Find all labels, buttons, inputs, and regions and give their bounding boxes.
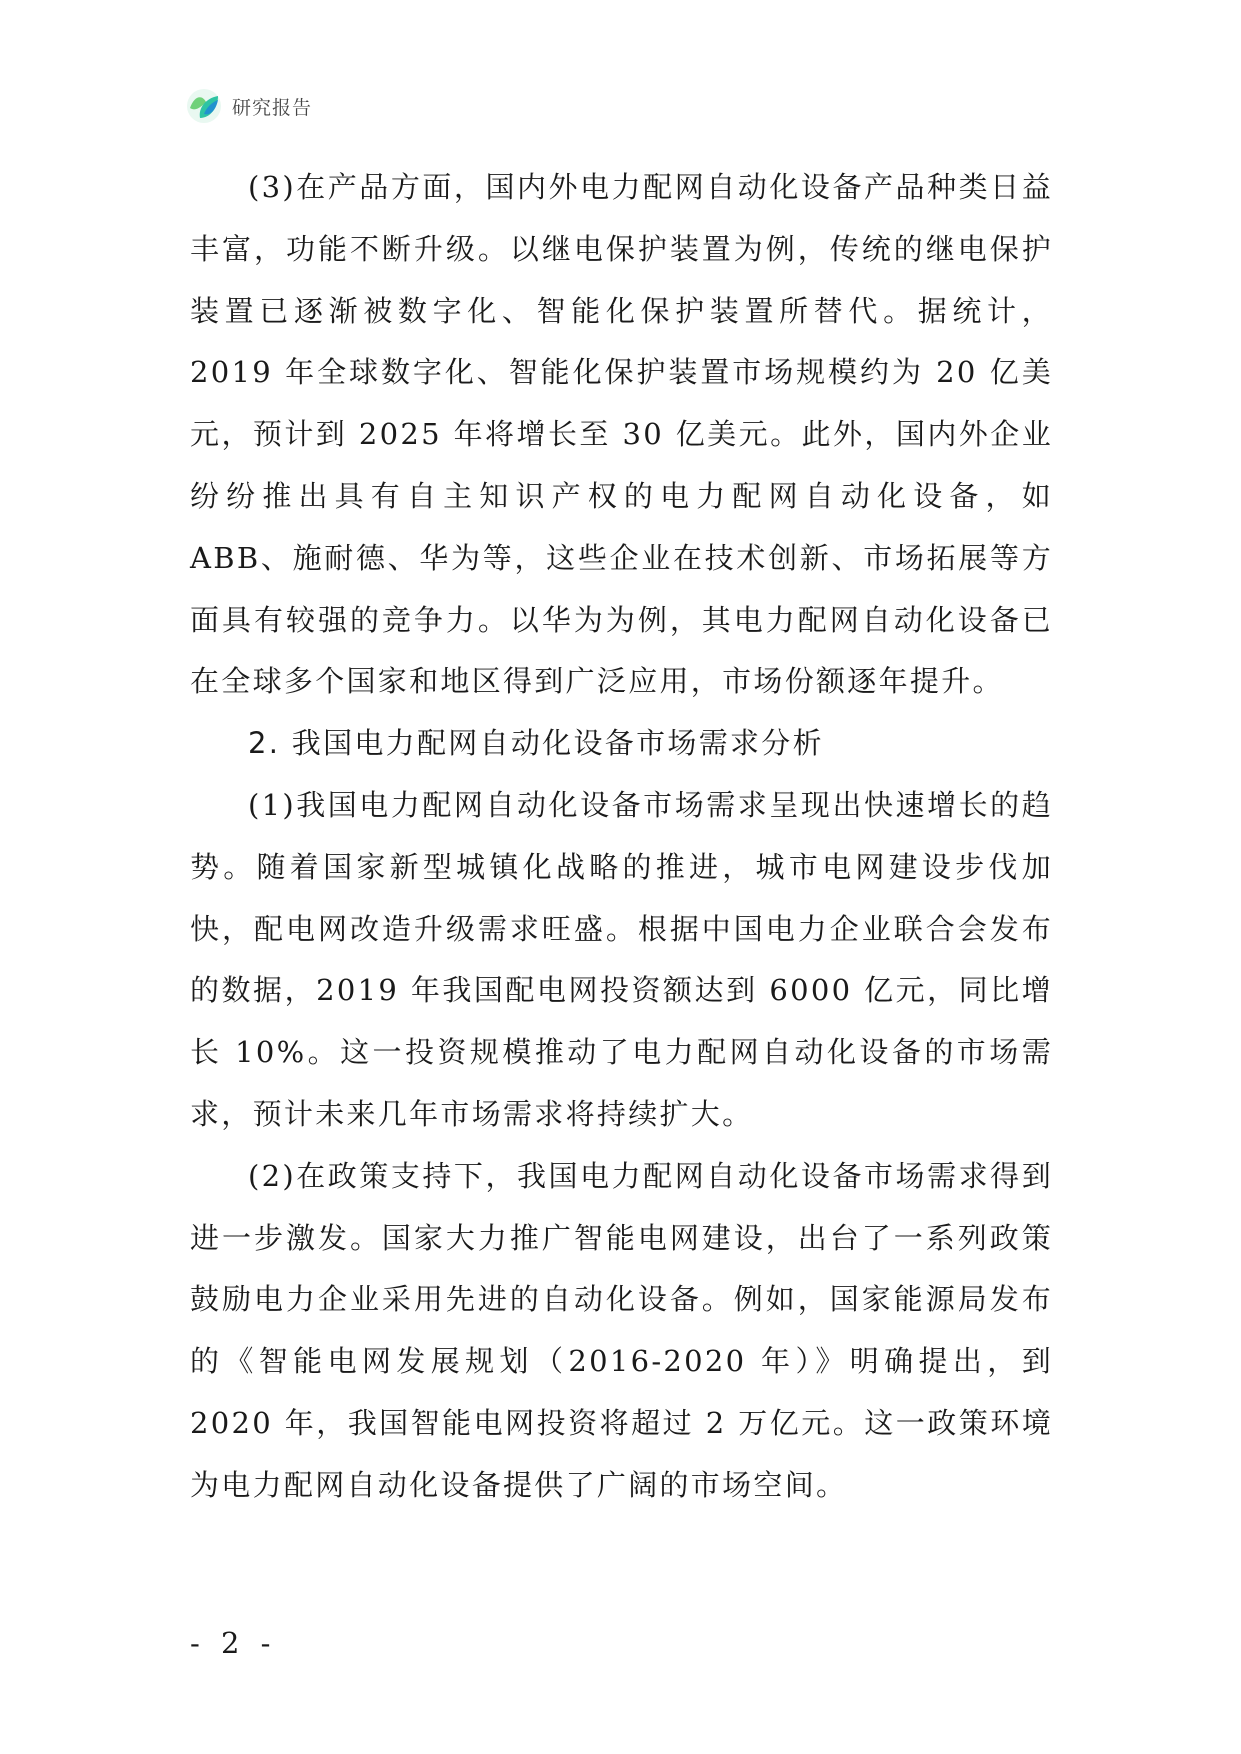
paragraph-demand-growth: (1)我国电力配网自动化设备市场需求呈现出快速增长的趋势。随着国家新型城镇化战略的推进，城市电网建设步伐加快，配电网改造升级需求旺盛。根据中国电力企业联合会发布的数据，2019 年我国配电网投资额达到 6000 亿元，同比增长 10%。这一投资规模推动了电力配网自动化设备的市场需求，预计未来几年市场需求将持续扩大。 (190, 787, 1053, 1131)
page-header (186, 88, 312, 124)
document-body (190, 157, 1053, 1517)
paragraph-policy-support: (2)在政策支持下，我国电力配网自动化设备市场需求得到进一步激发。国家大力推广智能电网建设，出台了一系列政策鼓励电力企业采用先进的自动化设备。例如，国家能源局发布的《智能电网发展规划（2016-2020 年）》明确提出，到 2020 年，我国智能电网投资将超过 2 万亿元。这一政策环境为电力配网自动化设备提供了广阔的市场空间。 (190, 1158, 1053, 1502)
leaf-logo-icon (186, 88, 222, 124)
page-number: - 2 - (190, 1626, 277, 1660)
header-label: 研究报告 (232, 96, 313, 119)
paragraph-product-aspect: (3)在产品方面，国内外电力配网自动化设备产品种类日益丰富，功能不断升级。以继电保护装置为例，传统的继电保护装置已逐渐被数字化、智能化保护装置所替代。据统计，2019 年全球数字化、智能化保护装置市场规模约为 20 亿美元，预计到 2025 年将增长至 30 亿美元。此外，国内外企业纷纷推出具有自主知识产权的电力配网自动化设备，如 ABB、施耐德、华为等，这些企业在技术创新、市场拓展等方面具有较强的竞争力。以华为为例，其电力配网自动化设备已在全球多个国家和地区得到广泛应用，市场份额逐年提升。 (190, 170, 1053, 699)
section-heading-market-demand: 2. 我国电力配网自动化设备市场需求分析 (248, 726, 824, 761)
